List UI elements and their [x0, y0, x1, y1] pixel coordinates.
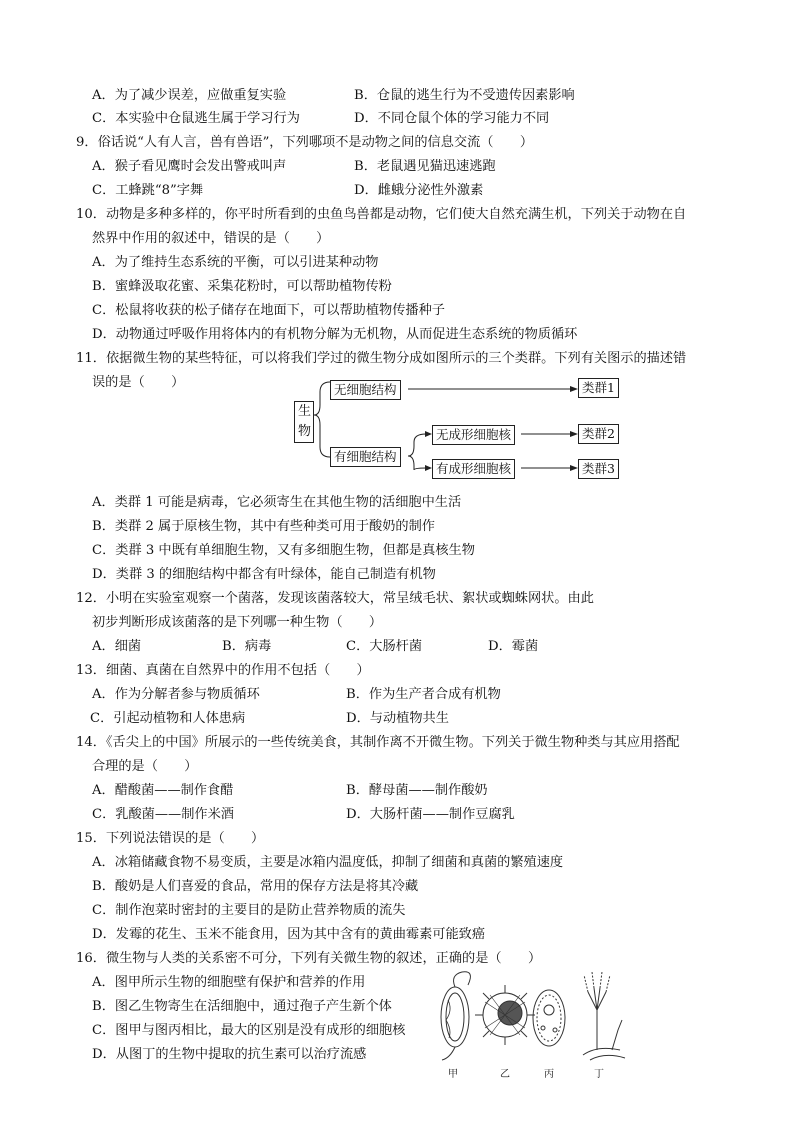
- diagram-group-3: 类群3: [578, 459, 619, 479]
- option-11d: D．类群 3 的细胞结构中都含有叶绿体，能自己制造有机物: [92, 567, 436, 582]
- option-9c: C．工蜂跳“8”字舞: [92, 183, 204, 198]
- diagram-has-nucleus: 有成形细胞核: [432, 459, 515, 479]
- question-10: 10．动物是多种多样的，你平时所看到的虫鱼鸟兽都是动物，它们使大自然充满生机，下列关于动物在自: [76, 207, 687, 222]
- diagram-no-nucleus: 无成形细胞核: [432, 425, 515, 445]
- option-12c: C．大肠杆菌: [346, 639, 423, 654]
- option-16d: D．从图丁的生物中提取的抗生素可以治疗流感: [92, 1047, 367, 1062]
- option-14b: B．酵母菌——制作酸奶: [346, 783, 488, 798]
- virus-illustration: [475, 985, 535, 1045]
- option-16a: A．图甲所示生物的细胞壁有保护和营养的作用: [92, 975, 366, 990]
- option-10b: B．蜜蜂汲取花蜜、采集花粉时，可以帮助植物传粉: [92, 279, 392, 294]
- option-14d: D．大肠杆菌——制作豆腐乳: [346, 807, 515, 822]
- option-9a: A．猴子看见鹰时会发出警戒叫声: [92, 159, 287, 174]
- option-8c: C．本实验中仓鼠逃生属于学习行为: [92, 111, 300, 126]
- option-12a: A．细菌: [92, 639, 142, 654]
- bacterium-illustration: [441, 972, 470, 1060]
- diagram-group-1: 类群1: [578, 378, 619, 398]
- option-12b: B．病毒: [222, 639, 272, 654]
- option-9d: D．雌蛾分泌性外激素: [354, 183, 484, 198]
- option-15b: B．酸奶是人们喜爱的食品，常用的保存方法是将其冷藏: [92, 879, 419, 894]
- option-15d: D．发霉的花生、玉米不能食用，因为其中含有的黄曲霉素可能致癌: [92, 927, 486, 942]
- option-11b: B．类群 2 属于原核生物，其中有些种类可用于酸奶的制作: [92, 519, 435, 534]
- option-11c: C．类群 3 中既有单细胞生物，又有多细胞生物，但都是真核生物: [92, 543, 475, 558]
- question-9: 9．俗话说“人有人言，兽有兽语”，下列哪项不是动物之间的信息交流（ ）: [76, 135, 534, 150]
- option-10a: A．为了维持生态系统的平衡，可以引进某种动物: [92, 255, 379, 270]
- option-8b: B．仓鼠的逃生行为不受遗传因素影响: [354, 88, 575, 103]
- diagram-no-cell-structure: 无细胞结构: [330, 380, 401, 400]
- question-14-cont: 合理的是（ ）: [92, 759, 198, 774]
- question-12-cont: 初步判断形成该菌落的是下列哪一种生物（ ）: [92, 615, 383, 630]
- diagram-group-2: 类群2: [578, 424, 619, 444]
- question-11: 11．依据微生物的某些特征，可以将我们学过的微生物分成如图所示的三个类群。下列有关图示的描述错: [76, 351, 687, 366]
- option-10c: C．松鼠将收获的松子储存在地面下，可以帮助植物传播种子: [92, 303, 445, 318]
- diagram-has-cell-structure: 有细胞结构: [330, 447, 401, 467]
- figure-label-ding: 丁: [594, 1069, 604, 1080]
- question-12: 12．小明在实验室观察一个菌落，发现该菌落较大，常呈绒毛状、絮状或蜘蛛网状。由此: [76, 591, 594, 606]
- option-8a: A．为了减少误差，应做重复实验: [92, 88, 287, 103]
- penicillium-illustration: [583, 972, 625, 1060]
- option-10d: D．动物通过呼吸作用将体内的有机物分解为无机物，从而促进生态系统的物质循环: [92, 327, 578, 342]
- question-15: 15．下列说法错误的是（ ）: [76, 831, 265, 846]
- option-16c: C．图甲与图丙相比，最大的区别是没有成形的细胞核: [92, 1023, 406, 1038]
- option-16b: B．图乙生物寄生在活细胞中，通过孢子产生新个体: [92, 999, 392, 1014]
- question-11-cont: 误的是（ ）: [92, 375, 185, 390]
- option-13b: B．作为生产者合成有机物: [346, 687, 501, 702]
- option-13c: C．引起动植物和人体患病: [90, 711, 246, 726]
- figure-label-jia: 甲: [448, 1069, 458, 1080]
- figure-label-yi: 乙: [500, 1069, 510, 1080]
- option-13a: A．作为分解者参与物质循环: [92, 687, 260, 702]
- option-12d: D．霉菌: [488, 639, 539, 654]
- diagram-root-organism: 生物: [294, 401, 314, 443]
- option-8d: D．不同仓鼠个体的学习能力不同: [354, 111, 550, 126]
- option-14a: A．醋酸菌——制作食醋: [92, 783, 234, 798]
- question-16: 16．微生物与人类的关系密不可分，下列有关微生物的叙述，正确的是（ ）: [76, 951, 542, 966]
- option-11a: A．类群 1 可能是病毒，它必须寄生在其他生物的活细胞中生活: [92, 495, 462, 510]
- option-9b: B．老鼠遇见猫迅速逃跑: [354, 159, 496, 174]
- option-15c: C．制作泡菜时密封的主要目的是防止营养物质的流失: [92, 903, 406, 918]
- yeast-illustration: [533, 990, 565, 1046]
- option-15a: A．冰箱储藏食物不易变质，主要是冰箱内温度低，抑制了细菌和真菌的繁殖速度: [92, 855, 564, 870]
- figure-label-bing: 丙: [544, 1069, 554, 1080]
- question-13: 13．细菌、真菌在自然界中的作用不包括（ ）: [76, 663, 370, 678]
- option-14c: C．乳酸菌——制作米酒: [92, 807, 234, 822]
- question-10-cont: 然界中作用的叙述中，错误的是（ ）: [92, 231, 330, 246]
- question-14: 14．《舌尖上的中国》所展示的一些传统美食，其制作离不开微生物。下列关于微生物种类与其应用搭配: [76, 735, 680, 750]
- option-13d: D．与动植物共生: [346, 711, 449, 726]
